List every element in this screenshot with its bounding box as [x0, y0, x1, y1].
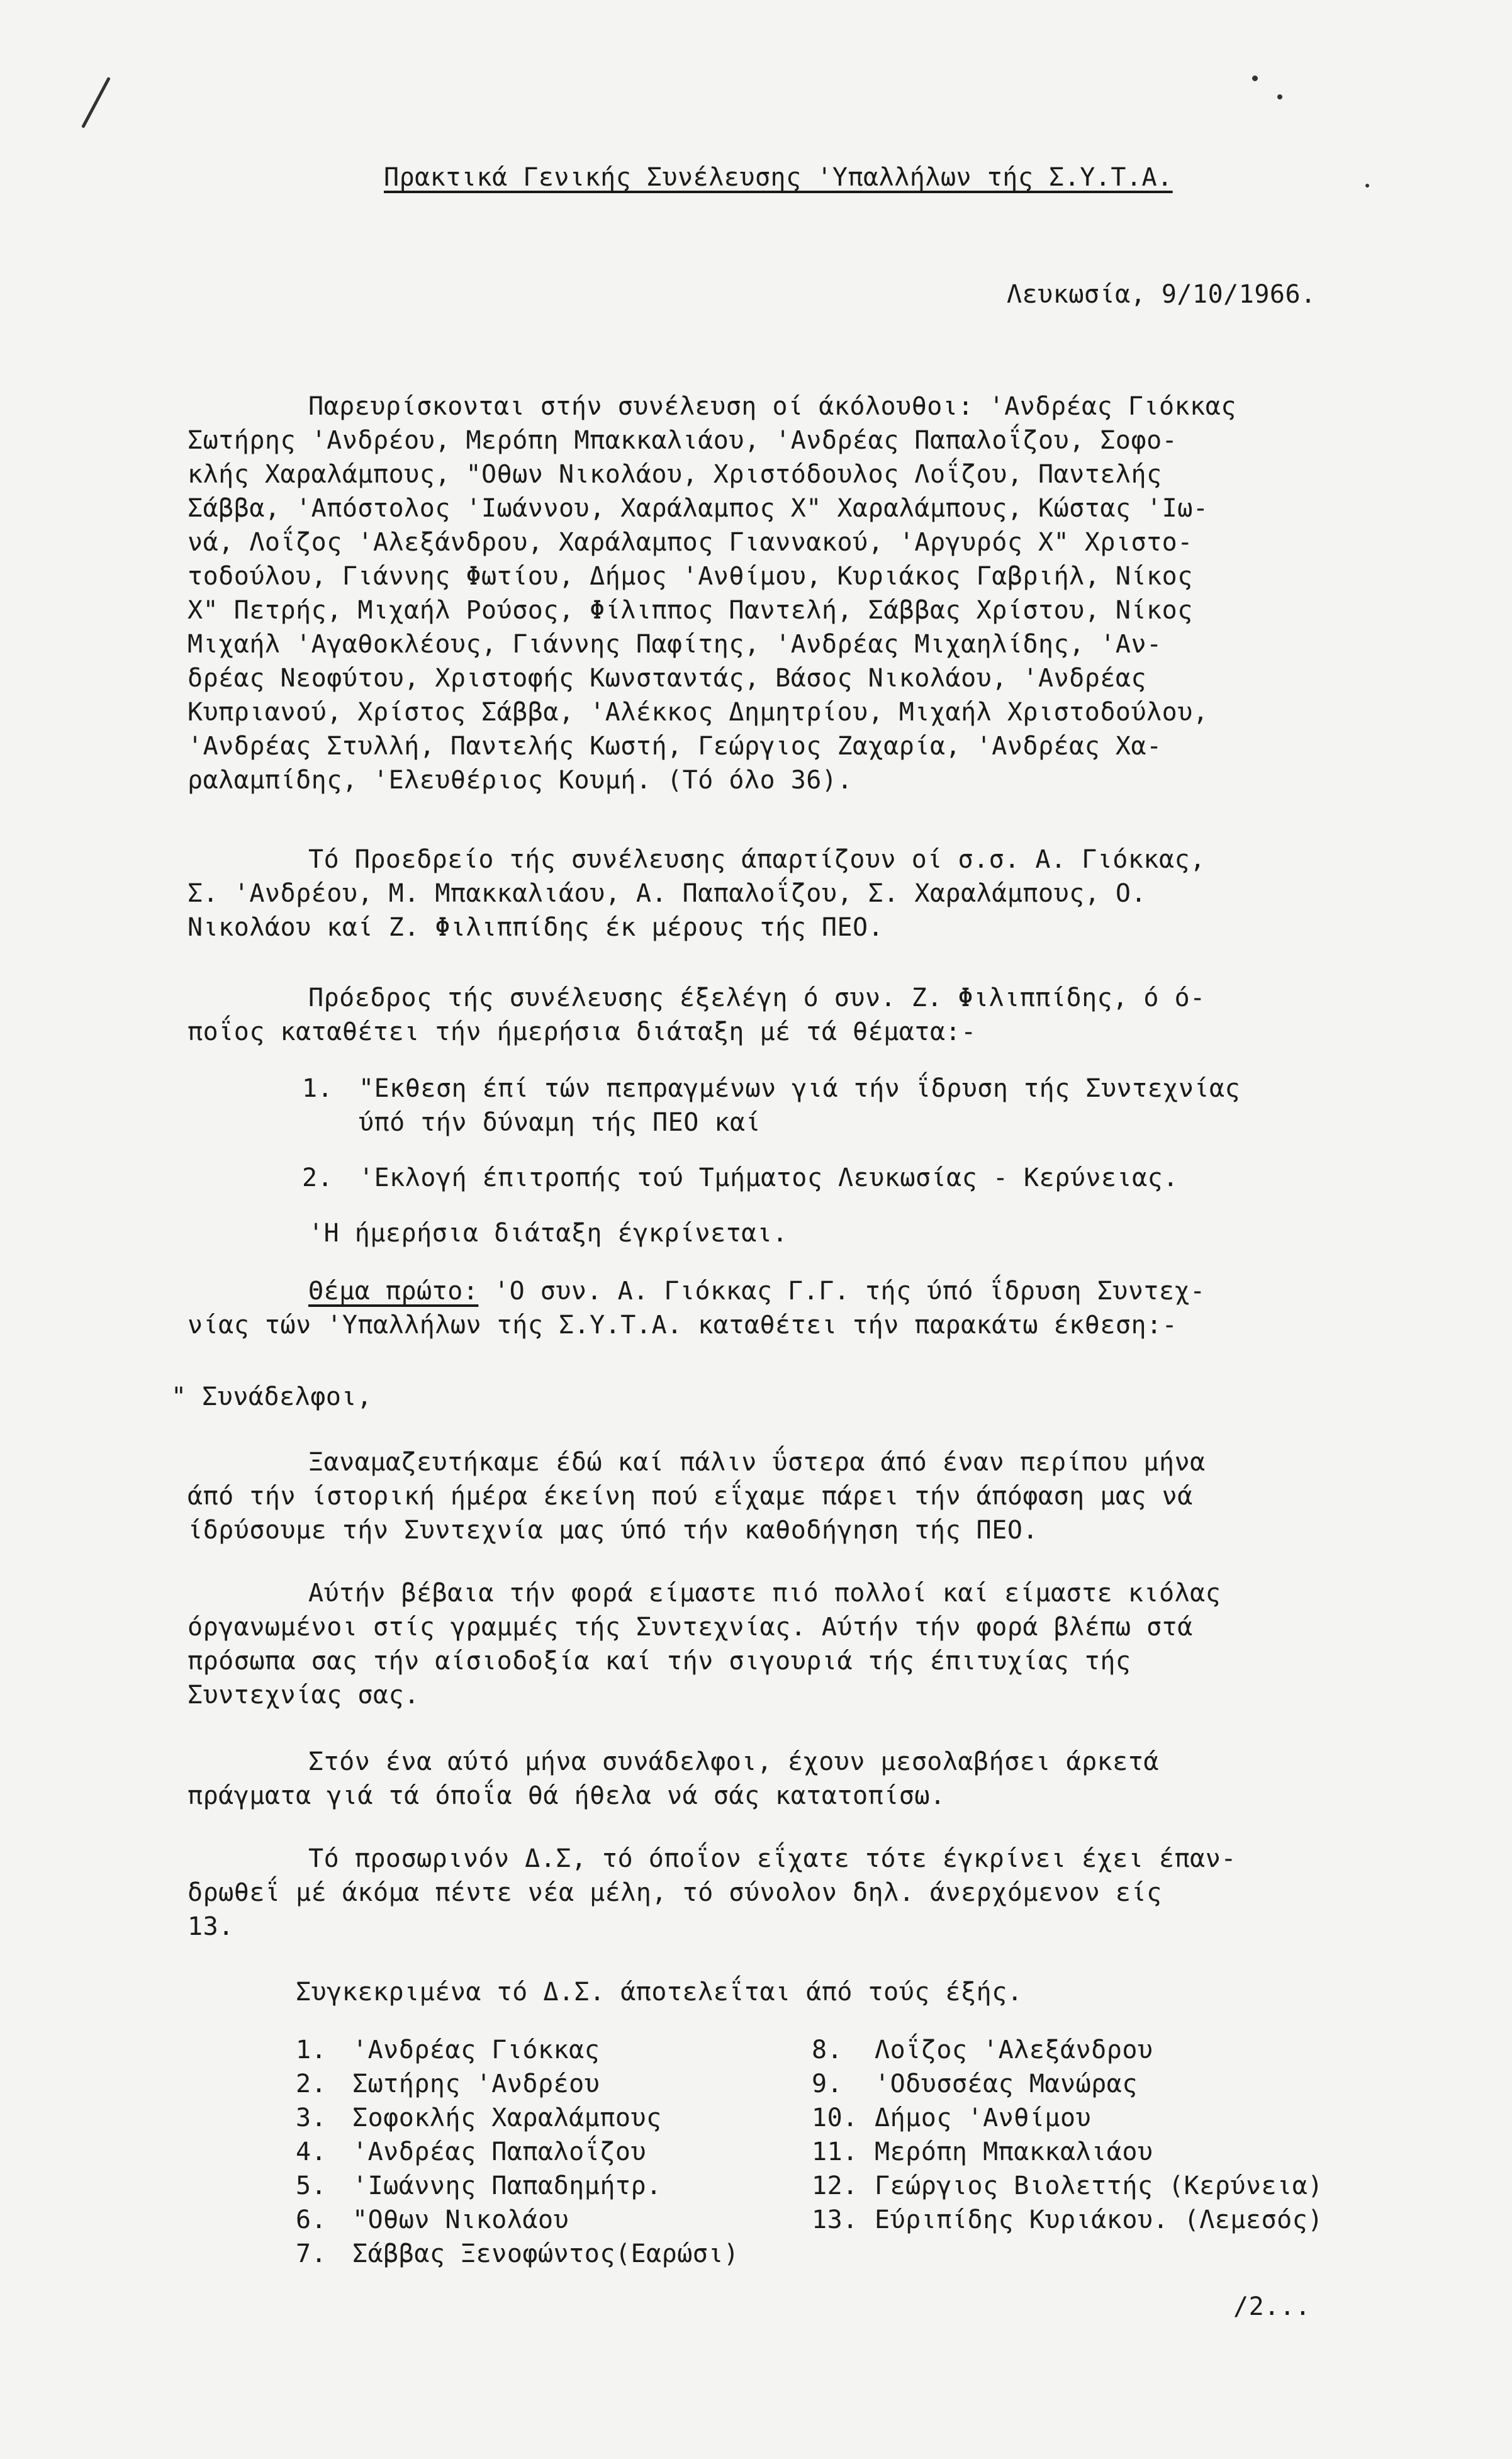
board-member-number: 1. — [296, 2036, 327, 2064]
board-intro: Συγκεκριμένα τό Δ.Σ. άποτελεΐται άπό τούς έξής. — [296, 1978, 1023, 2007]
presidium-line: Σ. 'Ανδρέου, Μ. Μπακκαλιάου, Α. Παπαλοΐζου, Σ. Χαραλάμπους, Ο. — [188, 879, 1147, 908]
topic-one-line: νίας τών 'Υπαλλήλων τής Σ.Υ.Τ.Α. καταθέτει τήν παρακάτω έκθεση:- — [188, 1311, 1178, 1340]
topic-one-heading: Θέμα πρώτο: — [308, 1277, 479, 1306]
board-member-name: "Οθων Νικολάου — [352, 2205, 569, 2234]
board-member-number: 11. — [812, 2137, 858, 2166]
board-member-number: 4. — [296, 2137, 327, 2166]
board-member-name: 'Ανδρέας Παπαλοΐζου — [352, 2137, 647, 2166]
agenda-item-line: 'Εκλογή έπιτροπής τού Τμήματος Λευκωσίας - Κερύνειας. — [359, 1163, 1179, 1192]
attendees-line: Παρευρίσκονται στήν συνέλευση οί άκόλουθοι: 'Ανδρέας Γιόκκας — [308, 392, 1236, 421]
topic-one-text: 'Ο συν. Α. Γιόκκας Γ.Γ. τής ύπό ΐδρυση Συντεχ- — [478, 1277, 1206, 1306]
attendees-line: Χ" Πετρής, Μιχαήλ Ρούσος, Φίλιππος Παντελή, Σάββας Χρίστου, Νίκος — [188, 596, 1193, 625]
attendees-line: δρέας Νεοφύτου, Χριστοφής Κωνσταντάς, Βάσος Νικολάου, 'Ανδρέας — [188, 664, 1147, 693]
presidium-line: Τό Προεδρείο τής συνέλευσης άπαρτίζουν οί σ.σ. Α. Γιόκκας, — [308, 845, 1206, 874]
speech-line: Αύτήν βέβαια τήν φορά είμαστε πιό πολλοί καί είμαστε κιόλας — [308, 1579, 1221, 1608]
speech-line: πρόσωπα σας τήν αίσιοδοξία καί τήν σιγουριά τής έπιτυχίας τής — [188, 1647, 1131, 1676]
attendees-line: 'Ανδρέας Στυλλή, Παντελής Κωστή, Γεώργιος Ζαχαρία, 'Ανδρέας Χα- — [188, 732, 1162, 761]
board-member-name: Σάββας Ξενοφώντος(Εαρώσι) — [352, 2239, 739, 2268]
attendees-line: κλής Χαραλάμπους, "Οθων Νικολάου, Χριστόδουλος Λοΐζου, Παντελής — [188, 460, 1162, 489]
attendees-line: Σάββα, 'Απόστολος 'Ιωάννου, Χαράλαμπος Χ" Χαραλάμπους, Κώστας 'Ιω- — [188, 494, 1209, 523]
scan-speck — [1365, 184, 1369, 188]
board-member-number: 10. — [812, 2103, 858, 2132]
board-member-number: 13. — [812, 2205, 858, 2234]
attendees-line: Κυπριανού, Χρίστος Σάββα, 'Αλέκκος Δημητρίου, Μιχαήλ Χριστοδούλου, — [188, 698, 1209, 727]
presidium-line: Νικολάου καί Ζ. Φιλιππίδης έκ μέρους τής ΠΕΟ. — [188, 913, 884, 942]
board-member-name: Σωτήρης 'Ανδρέου — [352, 2070, 600, 2098]
board-member-name: Σοφοκλής Χαραλάμπους — [352, 2103, 662, 2132]
board-member-name: Εύριπίδης Κυριάκου. (Λεμεσός) — [875, 2205, 1323, 2234]
agenda-approved: 'Η ήμερήσια διάταξη έγκρίνεται. — [308, 1219, 788, 1248]
speech-line: Τό προσωρινόν Δ.Σ, τό όποΐον εΐχατε τότε έγκρίνει έχει έπαν- — [308, 1844, 1236, 1873]
board-member-name: 'Ανδρέας Γιόκκας — [352, 2036, 600, 2064]
attendees-line: Μιχαήλ 'Αγαθοκλέους, Γιάννης Παφίτης, 'Ανδρέας Μιχαηλίδης, 'Αν- — [188, 630, 1162, 659]
speech-line: δρωθεΐ μέ άκόμα πέντε νέα μέλη, τό σύνολον δηλ. άνερχόμενον είς — [188, 1878, 1162, 1907]
board-member-number: 2. — [296, 2070, 327, 2098]
speech-line: ίδρύσουμε τήν Συντεχνία μας ύπό τήν καθοδήγηση τής ΠΕΟ. — [188, 1516, 1039, 1545]
board-member-number: 9. — [812, 2070, 843, 2098]
agenda-item-line: "Εκθεση έπί τών πεπραγμένων γιά τήν ΐδρυση τής Συντεχνίας — [359, 1074, 1241, 1103]
board-member-number: 6. — [296, 2205, 327, 2234]
agenda-item-number: 2. — [302, 1163, 333, 1192]
scan-speck — [1277, 94, 1282, 99]
speech-greeting: " Συνάδελφοι, — [171, 1382, 372, 1411]
speech-line: άπό τήν ίστορική ήμέρα έκείνη πού εΐχαμε πάρει τήν άπόφαση μας νά — [188, 1482, 1193, 1511]
speech-line: Στόν ένα αύτό μήνα συνάδελφοι, έχουν μεσολαβήσει άρκετά — [308, 1747, 1160, 1776]
attendees-line: τοδούλου, Γιάννης Φωτίου, Δήμος 'Ανθίμου, Κυριάκος Γαβριήλ, Νίκος — [188, 562, 1193, 591]
topic-one-label — [308, 1275, 1206, 1308]
page-continuation-marker: /2... — [1233, 2292, 1311, 2321]
board-member-number: 3. — [296, 2103, 327, 2132]
document-date: Λευκωσία, 9/10/1966. — [1007, 280, 1316, 309]
speech-line: πράγματα γιά τά όποΐα θά ήθελα νά σάς κατατοπίσω. — [188, 1781, 946, 1810]
agenda-item-line: ύπό τήν δύναμη τής ΠΕΟ καί — [359, 1108, 761, 1137]
board-member-number: 8. — [812, 2036, 843, 2064]
agenda-item-number: 1. — [302, 1074, 333, 1103]
board-member-number: 12. — [812, 2171, 858, 2200]
board-member-name: 'Ιωάννης Παπαδημήτρ. — [352, 2171, 662, 2200]
scan-speck — [1252, 76, 1258, 81]
board-member-name: Δήμος 'Ανθίμου — [875, 2103, 1092, 2132]
board-member-name: 'Οδυσσέας Μανώρας — [875, 2070, 1138, 2098]
attendees-line: ραλαμπίδης, 'Ελευθέριος Κουμή. (Τό όλο 36). — [188, 766, 853, 795]
attendees-line: Σωτήρης 'Ανδρέου, Μερόπη Μπακκαλιάου, 'Ανδρέας Παπαλοΐζου, Σοφο- — [188, 426, 1178, 455]
chair-line: Πρόεδρος τής συνέλευσης έξελέγη ό συν. Ζ. Φιλιππίδης, ό ό- — [308, 983, 1206, 1012]
attendees-line: νά, Λοΐζος 'Αλεξάνδρου, Χαράλαμπος Γιαννακού, 'Αργυρός Χ" Χριστο- — [188, 528, 1193, 557]
speech-line: 13. — [188, 1912, 234, 1941]
board-member-name: Γεώργιος Βιολεττής (Κερύνεια) — [875, 2171, 1323, 2200]
scan-speck — [81, 77, 111, 128]
board-member-name: Λοΐζος 'Αλεξάνδρου — [875, 2036, 1153, 2064]
chair-line: ποΐος καταθέτει τήν ήμερήσια διάταξη μέ τά θέματα:- — [188, 1017, 977, 1046]
board-member-number: 7. — [296, 2239, 327, 2268]
board-member-number: 5. — [296, 2171, 327, 2200]
speech-line: Ξαναμαζευτήκαμε έδώ καί πάλιν ΰστερα άπό έναν περίπου μήνα — [308, 1448, 1206, 1477]
speech-line: Συντεχνίας σας. — [188, 1681, 420, 1710]
document-title: Πρακτικά Γενικής Συνέλευσης 'Υπαλλήλων τής Σ.Υ.Τ.Α. — [384, 163, 1173, 192]
speech-line: όργανωμένοι στίς γραμμές τής Συντεχνίας. Αύτήν τήν φορά βλέπω στά — [188, 1613, 1193, 1642]
board-member-name: Μερόπη Μπακκαλιάου — [875, 2137, 1153, 2166]
